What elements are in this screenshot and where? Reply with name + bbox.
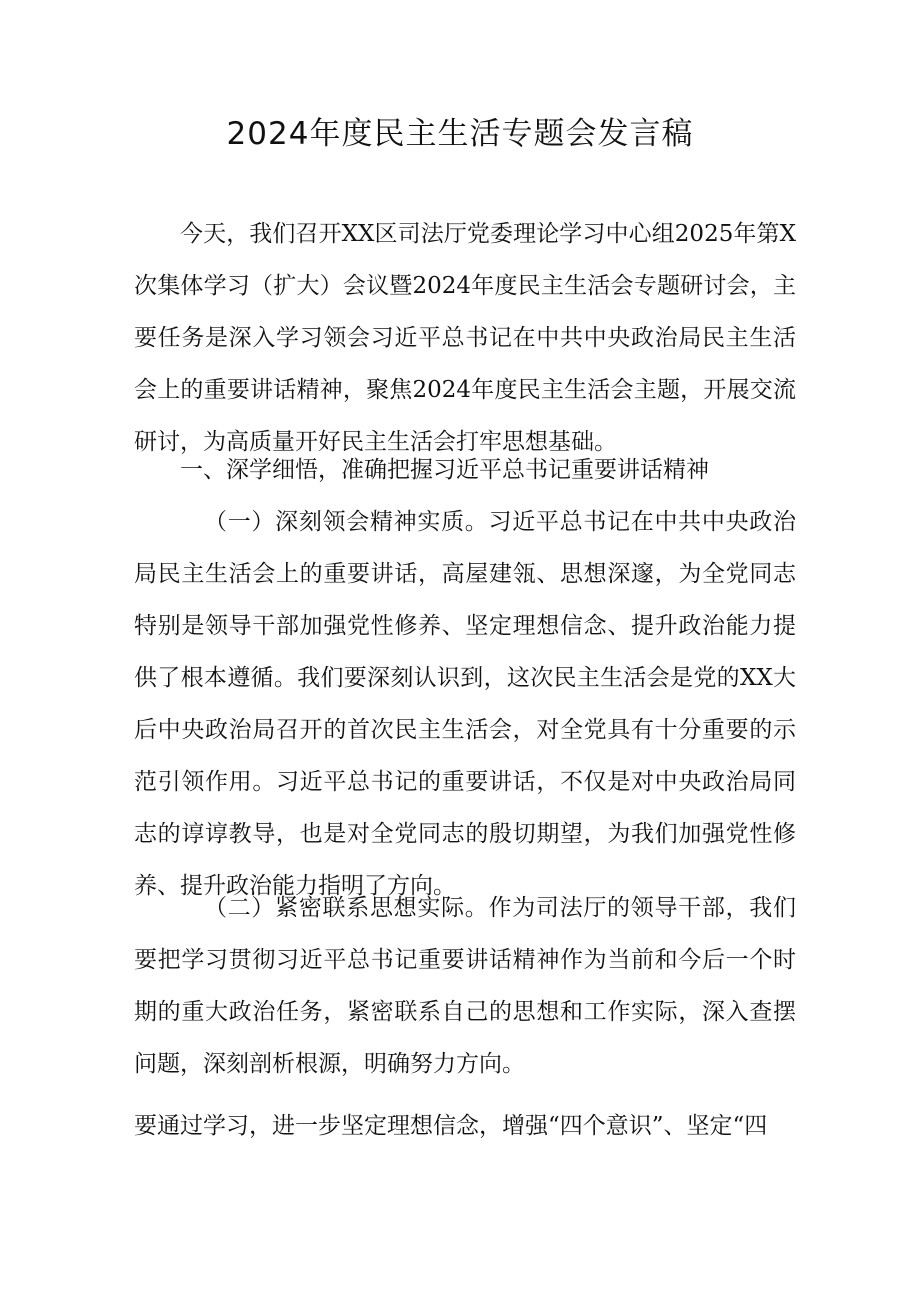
document-title: 2024年度民主生活专题会发言稿 (226, 116, 694, 152)
section-heading-1: 一、深学细悟，准确把握习近平总书记重要讲话精神 (180, 457, 709, 483)
continuation-paragraph: 要通过学习，进一步坚定理想信念，增强“四个意识”、坚定“四 (134, 1113, 768, 1139)
subsection-1-paragraph: （一）深刻领会精神实质。习近平总书记在中共中央政治局民主生活会上的重要讲话，高屋建瓴、思想深邃，为全党同志特别是领导干部加强党性修养、坚定理想信念、提升政治能力提供了根本遵循。我们要深刻认识到，这次民主生活会是党的XX大后中央政治局召开的首次民主生活会，对全党具有十分重要的示范引领作用。习近平总书记的重要讲话，不仅是对中央政治局同志的谆谆教导，也是对全党同志的殷切期望，为我们加强党性修养、提升政治能力指明了方向。 (134, 509, 796, 899)
subsection-2-paragraph: （二）紧密联系思想实际。作为司法厅的领导干部，我们要把学习贯彻习近平总书记重要讲话精神作为当前和今后一个时期的重大政治任务，紧密联系自己的思想和工作实际，深入查摆问题，深刻剖析根源，明确努力方向。 (134, 895, 796, 1077)
intro-paragraph: 今天，我们召开XX区司法厅党委理论学习中心组2025年第X次集体学习（扩大）会议暨2024年度民主生活会专题研讨会，主要任务是深入学习领会习近平总书记在中共中央政治局民主生活会上的重要讲话精神，聚焦2024年度民主生活会主题，开展交流研讨，为高质量开好民主生活会打牢思想基础。 (134, 221, 796, 455)
